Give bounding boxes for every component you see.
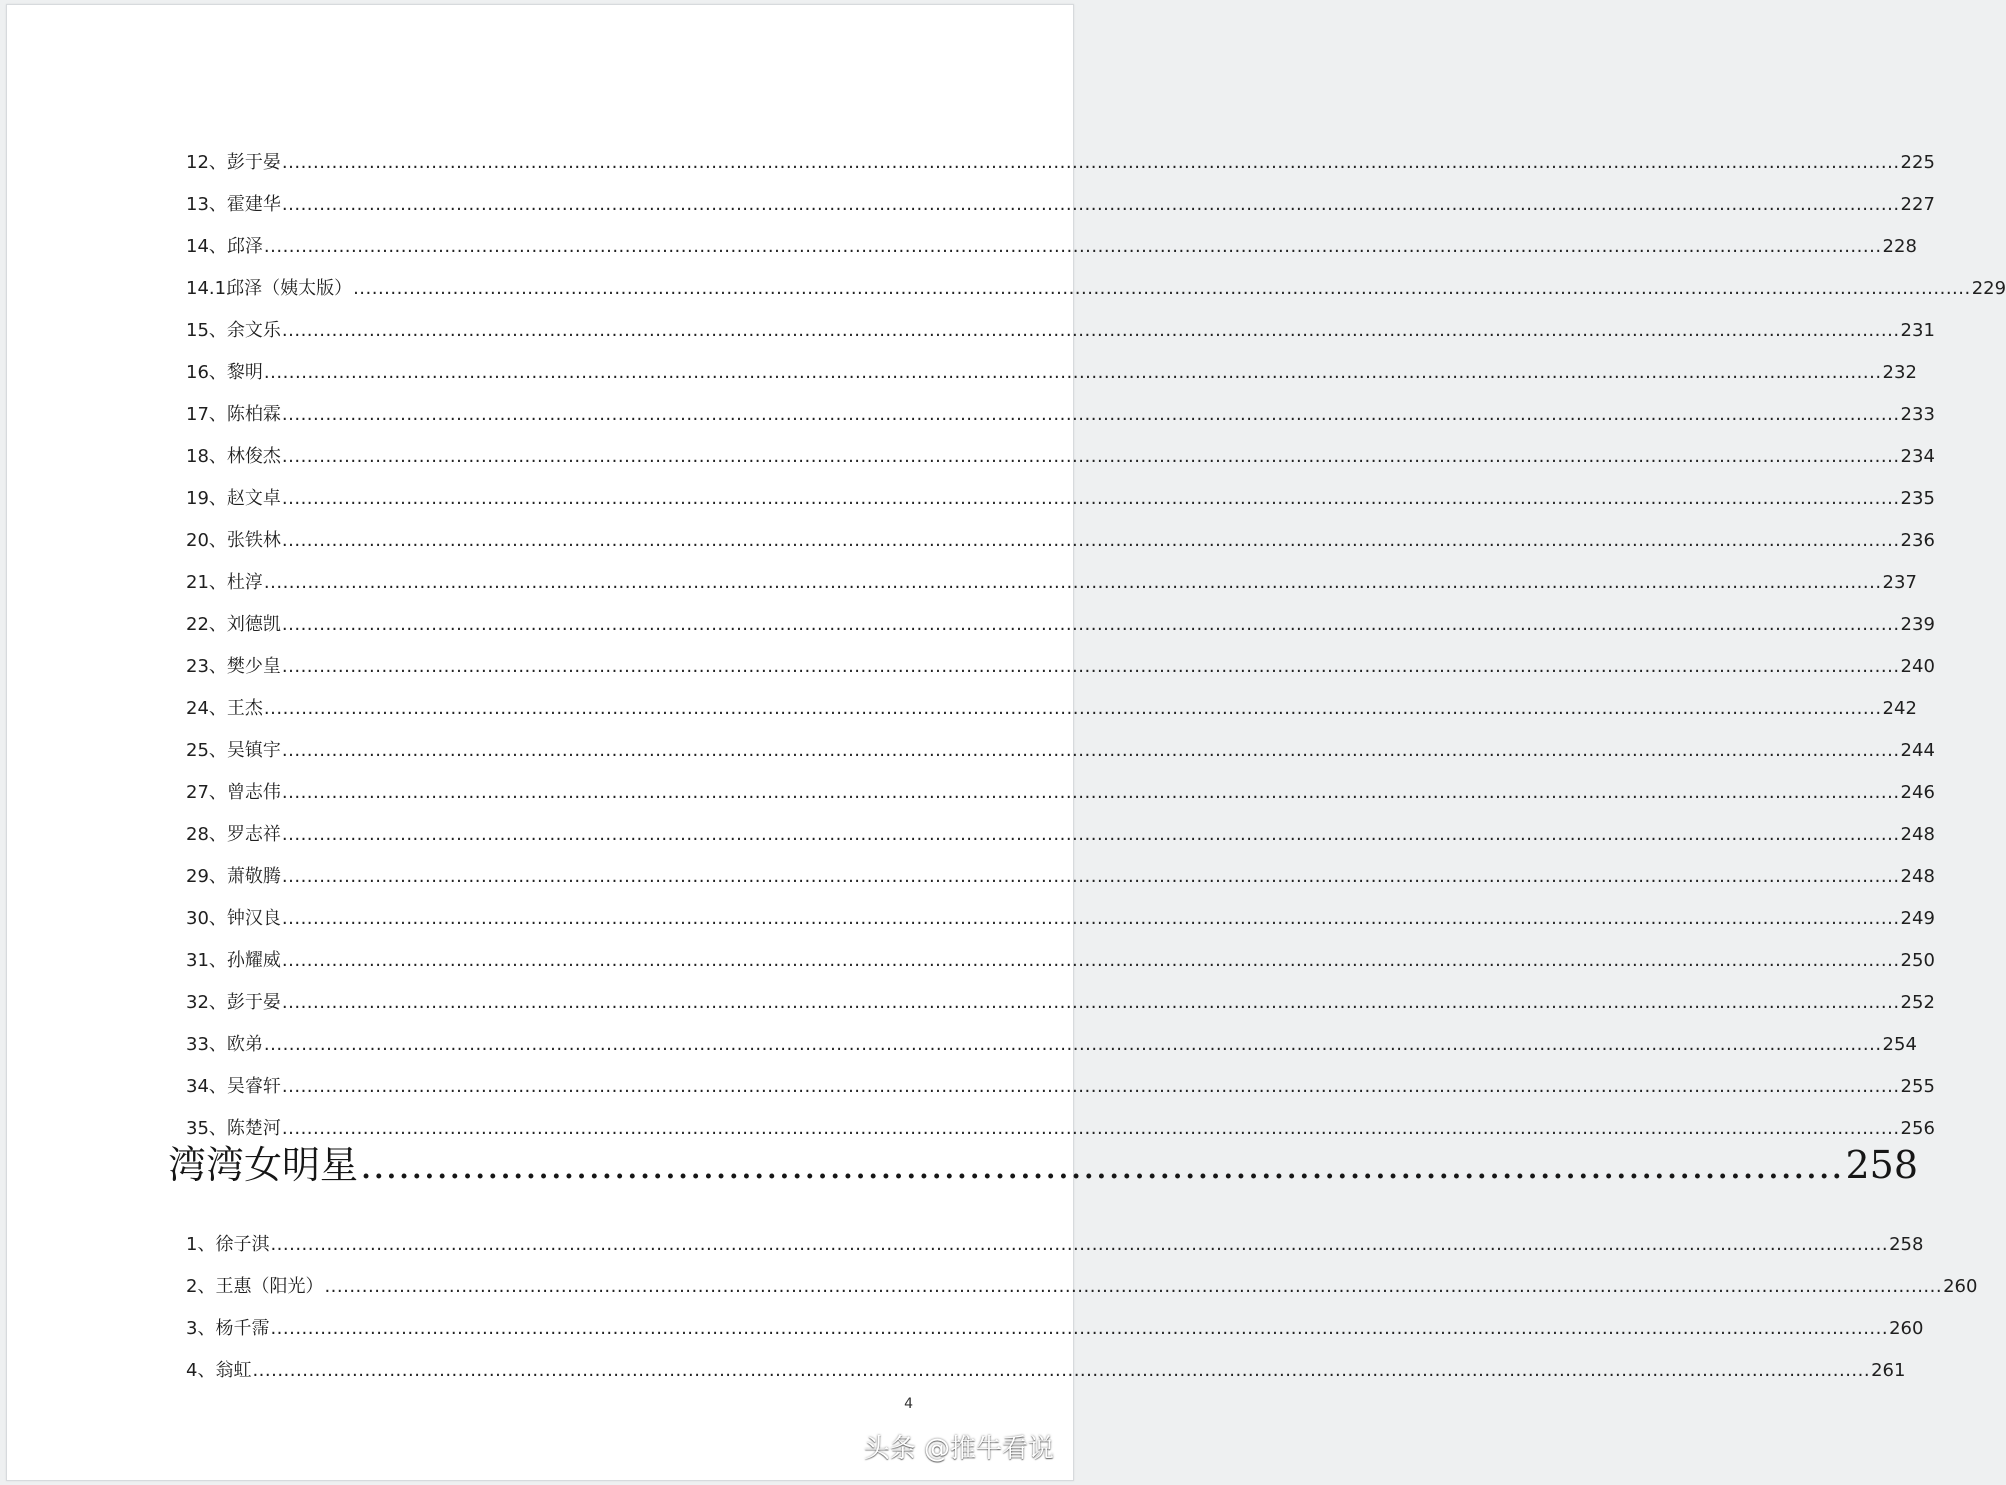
toc-entry-label: 12、彭于晏 (186, 152, 281, 173)
toc-entry-page: 228 (1882, 236, 1917, 257)
toc-entry-page: 255 (1900, 1076, 1935, 1097)
toc-entry[interactable] (186, 298, 1935, 341)
toc-entry-label: 32、彭于晏 (186, 992, 281, 1013)
watermark-text: 头条 @推牛看说 (863, 1434, 1054, 1464)
dot-leader: .................................................................................................................................................................................................................................................................... (263, 698, 1882, 719)
toc-entry-page: 246 (1900, 782, 1935, 803)
dot-leader: .................................................................................................................................................................................................................................................................... (281, 1118, 1900, 1139)
dot-leader: .................................................................................................................................................................................................................................................................... (281, 1076, 1900, 1097)
toc-entry-page: 258 (1889, 1234, 1924, 1255)
toc-entry[interactable] (186, 172, 1935, 215)
toc-entry-label: 16、黎明 (186, 362, 263, 383)
toc-entry[interactable] (186, 718, 1935, 761)
toc-entry-page: 234 (1900, 446, 1935, 467)
toc-entry[interactable] (186, 1338, 1906, 1381)
toc-entry-page: 232 (1882, 362, 1917, 383)
toc-entry-page: 239 (1900, 614, 1935, 635)
dot-leader: .................................................................................................................................................................................................................................................................... (281, 866, 1900, 887)
toc-entry[interactable] (186, 886, 1935, 929)
section-title: 湾湾女明星 (168, 1143, 359, 1187)
dot-leader: .................................................................................................................................................................................................................................................................... (324, 1276, 1943, 1297)
toc-entry[interactable] (186, 592, 1935, 635)
dot-leader: .................................................................................................................................................................................................................................................................... (353, 278, 1971, 299)
toc-entry-label: 13、霍建华 (186, 194, 281, 215)
section-page-number: 258 (1845, 1143, 1919, 1187)
dot-leader: .................................................................................................................................................................................................................................................................... (281, 194, 1900, 215)
toc-entry-label: 27、曾志伟 (186, 782, 281, 803)
toc-entry[interactable] (186, 1096, 1935, 1139)
toc-entry[interactable] (186, 1254, 1978, 1297)
toc-entry[interactable] (186, 844, 1935, 887)
toc-entry[interactable] (186, 256, 2006, 299)
dot-leader: .................................................................................................................................................................................................................................................................... (281, 740, 1900, 761)
toc-entry-label: 1、徐子淇 (186, 1234, 270, 1255)
toc-entry[interactable] (186, 466, 1935, 509)
dot-leader: .................................................................................................................................................................................................................................................................... (281, 992, 1900, 1013)
toc-entry-page: 250 (1900, 950, 1935, 971)
toc-entry[interactable] (186, 634, 1935, 677)
toc-entry-page: 260 (1943, 1276, 1978, 1297)
dot-leader: .................................................................................................................................................................................................................................................................... (270, 1234, 1889, 1255)
dot-leader: .................................................................................................................................................................................................................................................................... (281, 404, 1900, 425)
toc-entry[interactable] (186, 802, 1935, 845)
toc-entry-label: 25、吴镇宇 (186, 740, 281, 761)
toc-entry-label: 29、萧敬腾 (186, 866, 281, 887)
dot-leader: .................................................................................................................................................................................................................................................................... (281, 446, 1900, 467)
dot-leader: ..................................................................................................................... (360, 1143, 1844, 1187)
toc-entry[interactable] (186, 550, 1917, 593)
section-toc-list (186, 1212, 1978, 1381)
toc-entry[interactable] (186, 760, 1935, 803)
dot-leader: .................................................................................................................................................................................................................................................................... (281, 320, 1900, 341)
toc-entry-label: 24、王杰 (186, 698, 263, 719)
dot-leader: .................................................................................................................................................................................................................................................................... (281, 782, 1900, 803)
toc-entry-label: 21、杜淳 (186, 572, 263, 593)
toc-entry[interactable] (186, 130, 1935, 173)
dot-leader: .................................................................................................................................................................................................................................................................... (263, 572, 1882, 593)
toc-entry-page: 260 (1889, 1318, 1924, 1339)
toc-entry-label: 15、余文乐 (186, 320, 281, 341)
dot-leader: .................................................................................................................................................................................................................................................................... (281, 824, 1900, 845)
toc-entry-label: 14.1邱泽（姨太版） (186, 278, 353, 299)
toc-entry-page: 237 (1882, 572, 1917, 593)
toc-entry-label: 34、吴睿轩 (186, 1076, 281, 1097)
toc-entry-page: 252 (1900, 992, 1935, 1013)
toc-entry-label: 35、陈楚河 (186, 1118, 281, 1139)
toc-entry-page: 254 (1882, 1034, 1917, 1055)
toc-entry-page: 244 (1900, 740, 1935, 761)
toc-entry-page: 229 (1971, 278, 2006, 299)
toc-entry[interactable] (186, 928, 1935, 971)
toc-entry-page: 248 (1900, 824, 1935, 845)
toc-entry-label: 33、欧弟 (186, 1034, 263, 1055)
toc-entry[interactable] (186, 1012, 1917, 1055)
toc-entry[interactable] (186, 676, 1917, 719)
toc-entry-label: 31、孙耀威 (186, 950, 281, 971)
dot-leader: .................................................................................................................................................................................................................................................................... (281, 614, 1900, 635)
toc-entry-page: 225 (1900, 152, 1935, 173)
toc-entry-label: 20、张铁林 (186, 530, 281, 551)
toc-entry-label: 2、王惠（阳光） (186, 1276, 324, 1297)
toc-entry[interactable] (186, 1212, 1924, 1255)
dot-leader: .................................................................................................................................................................................................................................................................... (281, 488, 1900, 509)
toc-entry-page: 248 (1900, 866, 1935, 887)
toc-entry[interactable] (186, 382, 1935, 425)
toc-entry-label: 3、杨千霈 (186, 1318, 270, 1339)
dot-leader: .................................................................................................................................................................................................................................................................... (263, 1034, 1882, 1055)
dot-leader: .................................................................................................................................................................................................................................................................... (252, 1360, 1871, 1381)
dot-leader: .................................................................................................................................................................................................................................................................... (270, 1318, 1889, 1339)
toc-entry-label: 28、罗志祥 (186, 824, 281, 845)
dot-leader: .................................................................................................................................................................................................................................................................... (281, 908, 1900, 929)
dot-leader: .................................................................................................................................................................................................................................................................... (281, 152, 1900, 173)
toc-entry-label: 23、樊少皇 (186, 656, 281, 677)
toc-entry-label: 30、钟汉良 (186, 908, 281, 929)
toc-entry-label: 22、刘德凯 (186, 614, 281, 635)
watermark (864, 1428, 1054, 1465)
toc-entry-label: 17、陈柏霖 (186, 404, 281, 425)
toc-entry-label: 14、邱泽 (186, 236, 263, 257)
toc-section-heading[interactable] (168, 1143, 1919, 1187)
toc-entry-page: 231 (1900, 320, 1935, 341)
toc-list (186, 130, 2006, 1139)
toc-entry[interactable] (186, 424, 1935, 467)
toc-entry[interactable] (186, 214, 1917, 257)
dot-leader: .................................................................................................................................................................................................................................................................... (281, 530, 1900, 551)
toc-entry-page: 240 (1900, 656, 1935, 677)
dot-leader: .................................................................................................................................................................................................................................................................... (281, 656, 1900, 677)
toc-entry-label: 19、赵文卓 (186, 488, 281, 509)
toc-entry-page: 242 (1882, 698, 1917, 719)
toc-entry-page: 249 (1900, 908, 1935, 929)
toc-entry-label: 18、林俊杰 (186, 446, 281, 467)
toc-entry-page: 256 (1900, 1118, 1935, 1139)
dot-leader: .................................................................................................................................................................................................................................................................... (263, 362, 1882, 383)
toc-entry-page: 233 (1900, 404, 1935, 425)
toc-entry-page: 261 (1871, 1360, 1906, 1381)
toc-entry-page: 235 (1900, 488, 1935, 509)
toc-entry-page: 227 (1900, 194, 1935, 215)
toc-entry-label: 4、翁虹 (186, 1360, 252, 1381)
dot-leader: .................................................................................................................................................................................................................................................................... (281, 950, 1900, 971)
toc-entry-page: 236 (1900, 530, 1935, 551)
toc-entry[interactable] (186, 1054, 1935, 1097)
dot-leader: .................................................................................................................................................................................................................................................................... (263, 236, 1882, 257)
toc-entry[interactable] (186, 340, 1917, 383)
toc-entry[interactable] (186, 970, 1935, 1013)
toc-entry[interactable] (186, 1296, 1924, 1339)
page-number: 4 (904, 1396, 913, 1412)
toc-entry[interactable] (186, 508, 1935, 551)
